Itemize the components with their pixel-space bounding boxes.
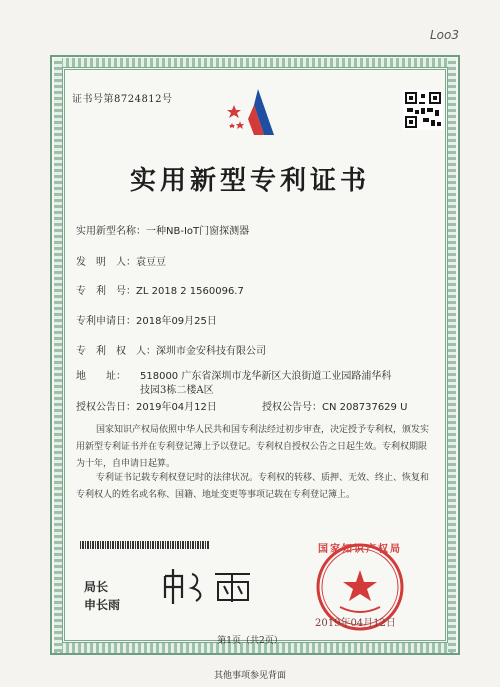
field-label: 地 址：	[76, 371, 126, 382]
seal-date: 2019年04月12日	[315, 618, 396, 629]
field-address	[76, 367, 391, 382]
field-label: 授权公告日：	[76, 402, 136, 413]
signature-icon	[160, 566, 260, 606]
field-utility-model-name	[76, 222, 249, 237]
field-label: 专利申请日：	[76, 316, 136, 327]
field-label: 专 利 权 人：	[76, 346, 156, 357]
paragraph-grant: 国家知识产权局依照中华人民共和国专利法经过初步审查，决定授予专利权，颁发实用新型专利证书并在专利登记簿上予以登记。专利权自授权公告之日起生效。专利权期限为十年，自申请日起算。	[76, 425, 430, 469]
page-number: 第1页（共2页）	[217, 636, 283, 646]
frame-band-right	[448, 58, 456, 652]
field-label: 实用新型名称：	[76, 226, 146, 237]
field-value: 518000 广东省深圳市龙华新区大浪街道工业园路浦华科	[140, 371, 392, 382]
patent-emblem-icon	[224, 85, 284, 140]
director-name: 申长雨	[84, 598, 121, 612]
field-value: 2019年04月12日	[136, 402, 217, 413]
field-value: 一种NB-IoT门窗探测器	[146, 226, 250, 237]
barcode	[80, 541, 210, 549]
field-value: CN 208737629 U	[322, 402, 408, 413]
field-label: 授权公告号：	[262, 402, 322, 413]
page-title: 实用新型专利证书	[129, 166, 370, 196]
field-label: 专 利 号：	[76, 286, 136, 297]
field-value: 袁豆豆	[136, 257, 166, 268]
field-value: 2018年09月25日	[136, 316, 217, 327]
field-address-line2: 技园3栋二楼A区	[140, 385, 214, 396]
field-patent-number	[76, 282, 244, 297]
field-grant-date	[76, 398, 217, 413]
field-value: ZL 2018 2 1560096.7	[136, 286, 244, 297]
field-inventor	[76, 253, 166, 268]
field-value: 深圳市金安科技有限公司	[156, 346, 266, 357]
field-label: 发 明 人：	[76, 257, 136, 268]
certificate-number: 证书号第8724812号	[72, 94, 173, 105]
paragraph-legal-status: 专利证书记载专利权登记时的法律状况。专利权的转移、质押、无效、终止、恢复和专利权人的姓名或名称、国籍、地址变更等事项记载在专利登记簿上。	[76, 473, 430, 500]
director-title: 局长	[84, 580, 109, 594]
seal-text: 国家知识产权局	[318, 544, 402, 555]
field-patentee	[76, 342, 266, 357]
frame-band-left	[54, 58, 62, 652]
field-grant-number	[262, 398, 407, 413]
back-note: 其他事项参见背面	[213, 671, 286, 681]
field-filing-date	[76, 312, 217, 327]
qr-code-icon	[403, 90, 443, 130]
page-note: Loo3	[430, 28, 460, 42]
